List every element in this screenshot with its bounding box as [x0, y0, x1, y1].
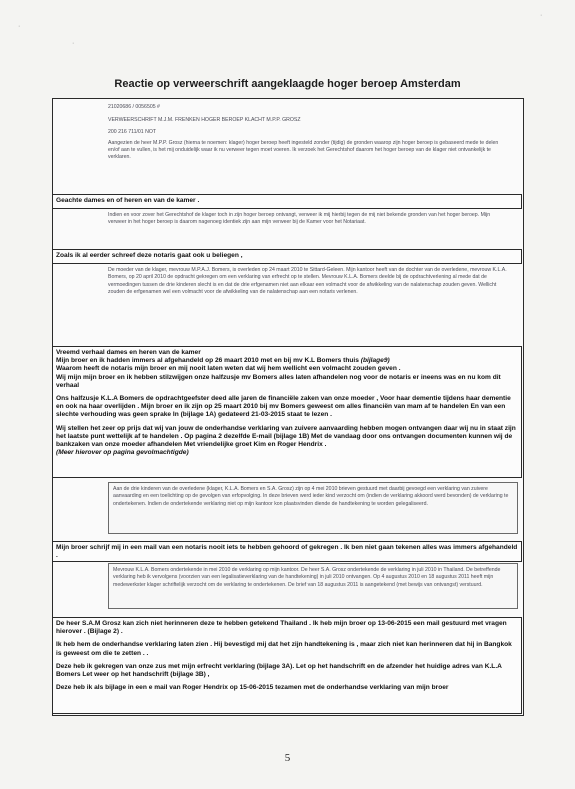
response-text: Zoals ik al eerder schreef deze notaris gaat ook u beliegen ,	[56, 252, 243, 259]
paragraph-line: Waarom heeft de notaris mijn broer en mij nooit laten weten dat wij hem wellicht een volmacht zouden geven .	[56, 365, 401, 373]
quoted-defence-box	[108, 563, 518, 609]
page-number: 5	[284, 752, 291, 764]
document-title: Reactie op verweerschrift aangeklaagde hoger beroep Amsterdam	[114, 78, 461, 90]
response-text	[53, 347, 521, 459]
quoted-defence: De moeder van de klager, mevrouw M.P.A.J. Bomers, is overleden op 24 maart 2010 te Sittard-Geleen. Mijn kantoor heeft van de dochter van de overledene, mevrouw K.L.A. Bomers, op 20 april 2010 de opdracht gekregen om een verklaring van erfrecht op te stellen. Mevrouw K.L.A. Bomers deelde bij de opdrachtverlening al mede dat de vermoedingen tussen de drie kinderen slecht is en dat de drie erfgenamen niet aan elkaar een volmacht voor de afwikkeling van de nalatenschap zouden geven. Wellicht zouden de erfgenamen wel een volmacht voor de afwikkeling van de nalatenschap aan een notaris verlenen.	[108, 267, 507, 295]
case-code: 200 216 711/01 NOT	[108, 128, 157, 135]
quoted-defence: Aan de drie kinderen van de overledene (klager, K.L.A. Bomers en S.A. Grosz) zijn op 4 mei 2010 brieven gestuurd met daarbij gevoegd een verklaring van zuivere aanvaarding en een toelichting op de gevolgen van erfopvolging. In deze brieven werd ieder kind verzocht om (indien de verklaring akkoord werd bevonden) de verklaring te ondertekenen. Indien de ondertekende verklaring niet op mijn kantoor kon plaatsvinden diende de handtekening te worden gelegaliseerd.	[113, 486, 509, 507]
response-block	[52, 249, 522, 264]
response-block	[52, 617, 522, 714]
paragraph: Ons halfzusje K.L.A Bomers de opdrachtgeefster deed alle jaren de financiële zaken van onze moeder , Voor haar dementie tijdens haar dementie en ook na haar overlijden . Mijn broer en ik zijn op 25 maart 2010 bij mv Bomers geweest om alles financiën van mam af te handelen En van een slechte verhouding was geen sprake In (bijlage 1A) gedateerd 21-03-2015 staat te lezen .	[56, 395, 511, 419]
quoted-defence-intro	[108, 104, 508, 162]
attachment-reference: (bijlage9)	[360, 357, 390, 365]
paragraph: De heer S.A.M Grosz kan zich niet herinneren deze te hebben getekend Thailand . Ik heb mijn broer op 13-06-2015 een mail gestuurd met vragen hierover . (Bijlage 2) .	[56, 620, 507, 636]
scan-speck: ·	[540, 12, 543, 19]
response-text: Geachte dames en of heren en van de kamer .	[56, 197, 200, 204]
paragraph-line: Vreemd verhaal dames en heren van de kamer	[56, 349, 201, 356]
paragraph-line: Wij mijn mijn broer en ik hebben stilzwijgen onze halfzusje mv Bomers alles laten afhandelen nog voor de notaris er ineens was en nu kom dit verhaal	[56, 373, 501, 389]
quoted-defence: Mevrouw K.L.A. Bomers ondertekende in mei 2010 de verklaring op mijn kantoor. De heer S.A. Grosz ondertekende de verklaring in juli 2010 in Thailand. De betreffende verklaring heb ik vervolgens (voorzien van een legalisatieverklaring van de handtekening) in juli 2010 ontvangen. Op 4 augustus 2010 en 18 augustus 2011 heeft mijn medewerkster klager schriftelijk verzocht om de verklaring te ondertekenen. De brief van 18 augustus 2011 is aangetekend (met bewijs van ontvangst) verstuurd.	[113, 567, 501, 588]
paragraph-line: Wij stellen het zeer op prijs dat wij van jouw de onderhandse verklaring van zuivere aanvaarding hebben mogen ontvangen daar wij nu in staat zijn het laatste punt wettelijk af te handelen . Op pagina 2 dezelfde E-mail (bijlage 1B) Met de vandaag door ons ontvangen documenten kunnen wij de bankzaken van onze moeder afhandelen Met vriendelijke groet Kim en Roger Hendrix .	[56, 424, 516, 449]
response-block	[52, 194, 522, 209]
quoted-defence-box	[108, 482, 518, 534]
paragraph: Deze heb ik gekregen van onze zus met mijn erfrecht verklaring (bijlage 3A). Let op het handschrift en de afzender het huidige adres van K.L.A Bomers Let weer op het handschrift (bijlage 3B) ,	[56, 662, 502, 679]
response-block	[52, 541, 522, 562]
response-text: Mijn broer schrijf mij in een mail van een notaris nooit iets te hebben gehoord of gekregen . Ik ben niet gaan tekenen alles was immers afgehandeld .	[56, 544, 518, 560]
paragraph-line: Mijn broer en ik hadden immers al afgehandeld op 26 maart 2010 met en bij mv K.L Bomers thuis	[56, 357, 359, 365]
reference-number: 21020686 / 0056505 #	[108, 104, 160, 110]
page-reference: (Meer hierover op pagina gevolmachtigde)	[56, 449, 189, 457]
quoted-defence: Indien en voor zover het Gerechtshof de klager toch in zijn hoger beroep ontvangt, verweer ik mij hierbij tegen de mij niet bekende gronden van het hoger beroep. Mijn verweer in het hoger beroep is daarom nagenoeg identiek zijn aan mijn verweer bij de Kamer voor het Notariaat.	[108, 212, 491, 226]
paragraph: Ik heb hem de onderhandse verklaring laten zien . Hij bevestigd mij dat het zijn handtekening is , maar zich niet kan herinneren dat hij in Bangkok is geweest om die te zetten . .	[56, 641, 512, 657]
response-block	[52, 346, 522, 478]
scan-speck: ·	[72, 40, 75, 47]
scan-speck: ·	[18, 23, 21, 30]
response-text	[53, 618, 521, 694]
quote-heading: VERWEERSCHRIFT M.J.M. FRENKEN HOGER BEROEP KLACHT M.P.P. GROSZ	[108, 117, 301, 124]
quote-body: Aangezien de heer M.P.P. Grosz (hierna te noemen: klager) hoger beroep heeft ingesteld zonder (tijdig) de gronden waarop zijn hoger beroep is gebaseerd mede te delen en/of aan te vullen, is het mij onduidelijk waar ik nu verweer tegen moet voeren. Ik verzoek het Gerechtshof daarom het hoger beroep van de klager niet ontvankelijk te verklaren.	[108, 139, 499, 161]
paragraph: Deze heb ik als bijlage in een e mail van Roger Hendrix op 15-06-2015 tezamen met de onderhandse verklaring van mijn broer	[56, 684, 449, 692]
